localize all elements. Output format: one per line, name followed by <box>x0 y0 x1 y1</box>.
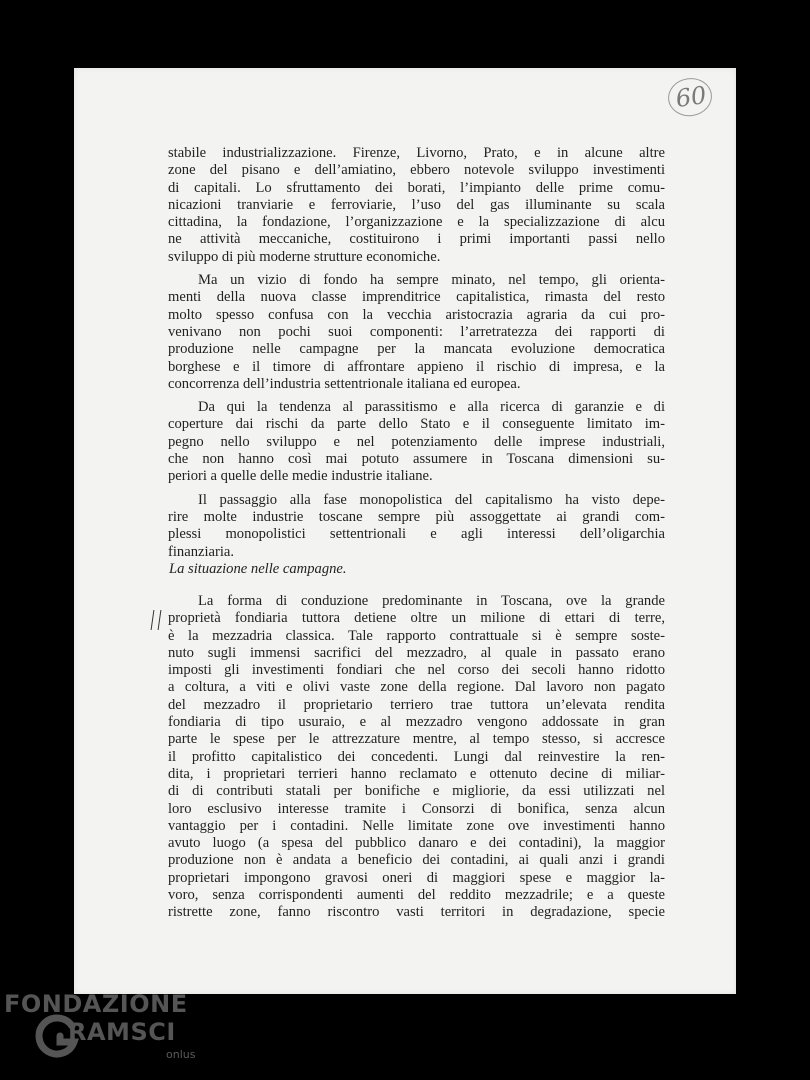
text-block-top <box>168 145 665 567</box>
text-line: ne attività meccaniche, costituirono i primi importanti passi nello <box>168 231 665 248</box>
text-line: fondiaria di tipo usuraio, e al mezzadro vengono addossate in gran <box>168 714 665 731</box>
text-line: cittadina, la fondazione, l’organizzazione e la specializzazione di alcu <box>168 214 665 231</box>
text-line: ristrette zone, fanno riscontro vasti territori in degradazione, specie <box>168 904 665 921</box>
text-line: di di contributi statali per bonifiche e migliorie, da essi utilizzati nel <box>168 783 665 800</box>
fondazione-gramsci-logo <box>4 990 204 1070</box>
text-line: nicazioni tranviarie e ferroviarie, l’uso del gas illuminante su scala <box>168 196 665 213</box>
logo-text-line2: RAMSCI <box>68 1018 176 1046</box>
text-line: che non hanno così mai potuto assumere in Toscana dimensioni su- <box>168 451 665 468</box>
text-line: pegno nello sviluppo e nel potenziamento delle imprese industriali, <box>168 433 665 450</box>
text-line: molto spesso confusa con la vecchia aristocrazia agraria da cui pro- <box>168 306 665 323</box>
paragraph-5 <box>168 593 665 922</box>
text-line: il profitto capitalistico dei concedenti. Lungi dal reinvestire la ren- <box>168 748 665 765</box>
text-line: venivano non pochi suoi componenti: l’arretratezza dei rapporti di <box>168 323 665 340</box>
text-line: Ma un vizio di fondo ha sempre minato, nel tempo, gli orienta- <box>198 272 665 289</box>
text-line: voro, senza corrispondenti aumenti del reddito mezzadrile; e a queste <box>168 887 665 904</box>
text-line: loro esclusivo interesse tramite i Consorzi di bonifica, senza alcun <box>168 800 665 817</box>
text-line: sviluppo di più moderne strutture economiche. <box>168 248 441 265</box>
text-line: stabile industrializzazione. Firenze, Livorno, Prato, e in alcune altre <box>168 145 665 161</box>
text-line: Da qui la tendenza al parassitismo e alla ricerca di garanzie e di <box>198 399 665 416</box>
text-line: menti della nuova classe imprenditrice capitalistica, rimasta del resto <box>168 289 665 306</box>
text-line: a coltura, a viti e olivi vaste zone della regione. Dal lavoro non pagato <box>168 679 665 696</box>
text-line: è la mezzadria classica. Tale rapporto contrattuale si è sempre soste- <box>168 627 665 644</box>
text-block-bottom <box>168 593 665 928</box>
text-line: avuto luogo (a spesa del pubblico danaro e dei contadini), la maggior <box>168 835 665 852</box>
logo-text-line1: FONDAZIONE <box>4 990 188 1018</box>
text-line: plessi monopolistici settentrionali e agli interessi dell’oligarchia <box>168 526 665 543</box>
text-line: nuto sugli immensi sacrifici del mezzadro, al quale in passato erano <box>168 644 665 661</box>
text-line: finanziaria. <box>168 543 235 560</box>
text-line: parte le spese per le attrezzature mentre, al tempo stesso, si accresce <box>168 731 665 748</box>
text-line: La forma di conduzione predominante in Toscana, ove la grande <box>198 593 665 609</box>
text-line: Il passaggio alla fase monopolistica del capitalismo ha visto depe- <box>198 491 665 508</box>
text-line: concorrenza dell’industria settentrionale italiana ed europea. <box>168 375 521 392</box>
paragraph-1 <box>168 145 665 266</box>
text-line: zone del pisano e dell’amiatino, ebbero notevole sviluppo investimenti <box>168 162 665 179</box>
text-line: proprietari impongono gravosi oneri di maggiori spese e maggior la- <box>168 869 665 886</box>
paragraph-2 <box>168 272 665 393</box>
text-line: produzione nelle campagne per la mancata evoluzione democratica <box>168 341 665 358</box>
paragraph-3 <box>168 399 665 485</box>
paragraph-4 <box>168 492 665 561</box>
logo-onlus: onlus <box>166 1048 196 1061</box>
text-line: vantaggio per i contadini. Nelle limitate zone ove investimenti hanno <box>168 817 665 834</box>
text-line: coperture dai rischi da parte dello Stato e il conseguente limitato im- <box>168 416 665 433</box>
text-line: proprietà fondiaria tuttora detiene oltre un milione di ettari di terre, <box>168 610 665 627</box>
text-line: periori a quelle delle medie industrie italiane. <box>168 468 433 485</box>
text-line: produzione non è andata a beneficio dei contadini, ai quali anzi i grandi <box>168 852 665 869</box>
text-line: rire molte industrie toscane sempre più assoggettate ai grandi com- <box>168 508 665 525</box>
text-line: imposti gli investimenti fondiari che nel corso dei secoli hanno ridotto <box>168 662 665 679</box>
text-line: borghese e il timore di affrontare appieno il rischio di impresa, e la <box>168 358 665 375</box>
text-line: dita, i proprietari terrieri hanno reclamato e ottenuto decine di miliar- <box>168 765 665 782</box>
text-line: del mezzadro il proprietario terriero trae tuttora un’elevata rendita <box>168 696 665 713</box>
section-heading: La situazione nelle campagne. <box>169 561 347 577</box>
page-number: 60 <box>670 78 712 117</box>
text-line: di capitali. Lo sfruttamento dei borati, l’impianto delle prime comu- <box>168 179 665 196</box>
